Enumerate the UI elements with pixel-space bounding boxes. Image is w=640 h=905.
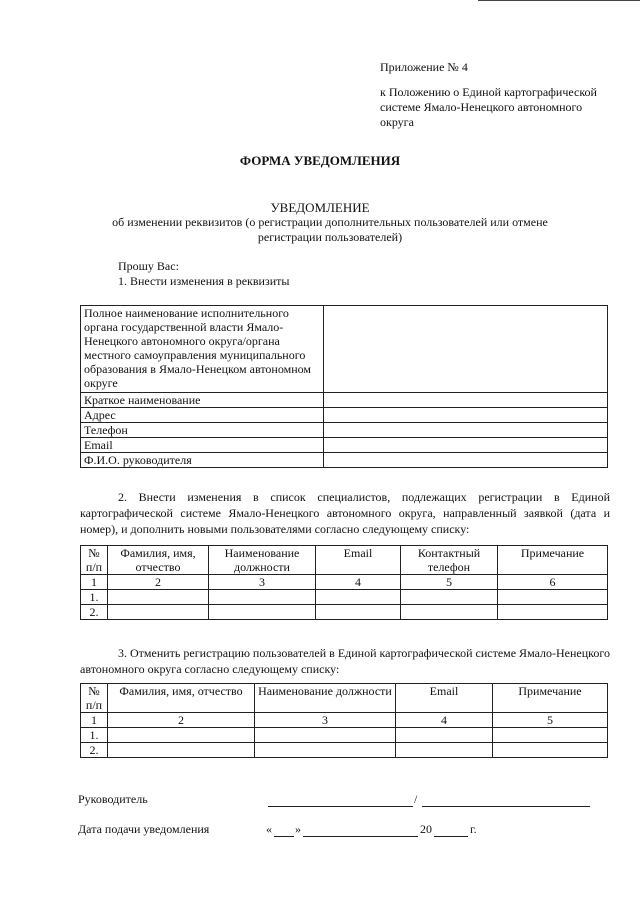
appendix-line: к Положению о Единой картографической: [380, 85, 597, 99]
table-cell[interactable]: [209, 590, 316, 605]
table-row: [81, 743, 608, 758]
table-cell[interactable]: [401, 590, 498, 605]
table-header-row: [81, 546, 608, 575]
requisite-value[interactable]: [324, 408, 608, 423]
col-header: Наименование должности: [255, 684, 396, 713]
col-number: 1: [81, 713, 108, 728]
appendix-block: [380, 60, 630, 130]
col-number: 3: [255, 713, 396, 728]
table-cell[interactable]: [108, 605, 209, 620]
month-line[interactable]: [303, 836, 418, 837]
date-close-quote: »: [295, 822, 301, 836]
users-remove-table: [80, 683, 608, 758]
section-3-text: 3. Отменить регистрацию пользователей в Единой картографической системе Ямало-Ненецкого автономного округа согласно следующему списку:: [80, 646, 610, 676]
table-cell[interactable]: [498, 590, 608, 605]
signature-slash: /: [414, 792, 418, 806]
users-add-table: [80, 545, 608, 620]
requisite-label: Краткое наименование: [81, 393, 324, 408]
requisite-value[interactable]: [324, 423, 608, 438]
requisite-label: Email: [81, 438, 324, 453]
year-suffix: г.: [470, 822, 477, 836]
col-header: Наименование должности: [209, 546, 316, 575]
day-line[interactable]: [274, 836, 294, 837]
table-cell[interactable]: [108, 590, 209, 605]
requisite-value[interactable]: [324, 306, 608, 393]
col-header: Контактный телефон: [401, 546, 498, 575]
table-number-row: [81, 575, 608, 590]
date-label: Дата подачи уведомления: [78, 822, 210, 836]
col-number: 5: [401, 575, 498, 590]
requisite-value[interactable]: [324, 453, 608, 468]
table-row: [81, 590, 608, 605]
table-cell[interactable]: [498, 605, 608, 620]
date-open-quote: «: [266, 822, 272, 836]
appendix-line: системе Ямало-Ненецкого автономного: [380, 100, 583, 114]
table-cell[interactable]: [316, 605, 401, 620]
requisite-label: Адрес: [81, 408, 324, 423]
table-cell[interactable]: [493, 728, 608, 743]
table-row: [81, 438, 608, 453]
requisite-label: Ф.И.О. руководителя: [81, 453, 324, 468]
year-line[interactable]: [434, 836, 468, 837]
requisite-value[interactable]: [324, 438, 608, 453]
table-number-row: [81, 713, 608, 728]
table-cell[interactable]: [396, 728, 493, 743]
requisites-table: [80, 305, 608, 468]
table-cell[interactable]: [255, 728, 396, 743]
table-row: [81, 393, 608, 408]
table-cell[interactable]: [255, 743, 396, 758]
row-index: 1.: [81, 590, 108, 605]
table-row: [81, 453, 608, 468]
col-number: 1: [81, 575, 108, 590]
col-header: Примечание: [493, 684, 608, 713]
requisite-label: Полное наименование исполнительного органа государственной власти Ямало-Ненецкого автономного округа/органа местного самоуправления муниципального образования в Ямало-Ненецком автономном округе: [81, 306, 324, 393]
col-number: 6: [498, 575, 608, 590]
col-header: № п/п: [81, 546, 108, 575]
row-index: 2.: [81, 743, 108, 758]
year-prefix: 20: [420, 822, 432, 836]
requisite-value[interactable]: [324, 393, 608, 408]
col-number: 4: [396, 713, 493, 728]
table-row: [81, 306, 608, 393]
table-cell[interactable]: [493, 743, 608, 758]
table-row: [81, 408, 608, 423]
requisite-label: Телефон: [81, 423, 324, 438]
row-index: 1.: [81, 728, 108, 743]
col-header: Примечание: [498, 546, 608, 575]
signature-line[interactable]: [268, 806, 413, 807]
col-number: 2: [108, 575, 209, 590]
table-row: [81, 423, 608, 438]
head-label: Руководитель: [78, 792, 148, 806]
table-cell[interactable]: [108, 728, 255, 743]
appendix-line: округа: [380, 115, 414, 129]
notice-subtitle: об изменении реквизитов (о регистрации дополнительных пользователей или отмене регистрации пользователей): [112, 215, 548, 244]
col-header: Email: [316, 546, 401, 575]
table-header-row: [81, 684, 608, 713]
table-cell[interactable]: [108, 743, 255, 758]
request-intro: Прошу Вас:: [118, 259, 179, 273]
col-header: Email: [396, 684, 493, 713]
section-2-text: 2. Внести изменения в список специалистов, подлежащих регистрации в Единой картографической системе Ямало-Ненецкого автономного округа, направленный заявкой (дата и номер), и дополнить новыми пользователями согласно следующему списку:: [80, 490, 610, 536]
col-header: Фамилия, имя, отчество: [108, 684, 255, 713]
col-number: 2: [108, 713, 255, 728]
table-cell[interactable]: [396, 743, 493, 758]
name-line[interactable]: [422, 806, 590, 807]
request-item-1: 1. Внести изменения в реквизиты: [118, 274, 290, 288]
table-cell[interactable]: [401, 605, 498, 620]
col-number: 3: [209, 575, 316, 590]
table-cell[interactable]: [316, 590, 401, 605]
row-index: 2.: [81, 605, 108, 620]
col-number: 5: [493, 713, 608, 728]
appendix-number: Приложение № 4: [380, 60, 468, 74]
notice-title: УВЕДОМЛЕНИЕ: [270, 200, 370, 215]
table-row: [81, 605, 608, 620]
col-header: Фамилия, имя, отчество: [108, 546, 209, 575]
form-title: ФОРМА УВЕДОМЛЕНИЯ: [239, 153, 401, 168]
table-cell[interactable]: [209, 605, 316, 620]
table-row: [81, 728, 608, 743]
col-header: № п/п: [81, 684, 108, 713]
col-number: 4: [316, 575, 401, 590]
top-rule: [478, 0, 640, 1]
